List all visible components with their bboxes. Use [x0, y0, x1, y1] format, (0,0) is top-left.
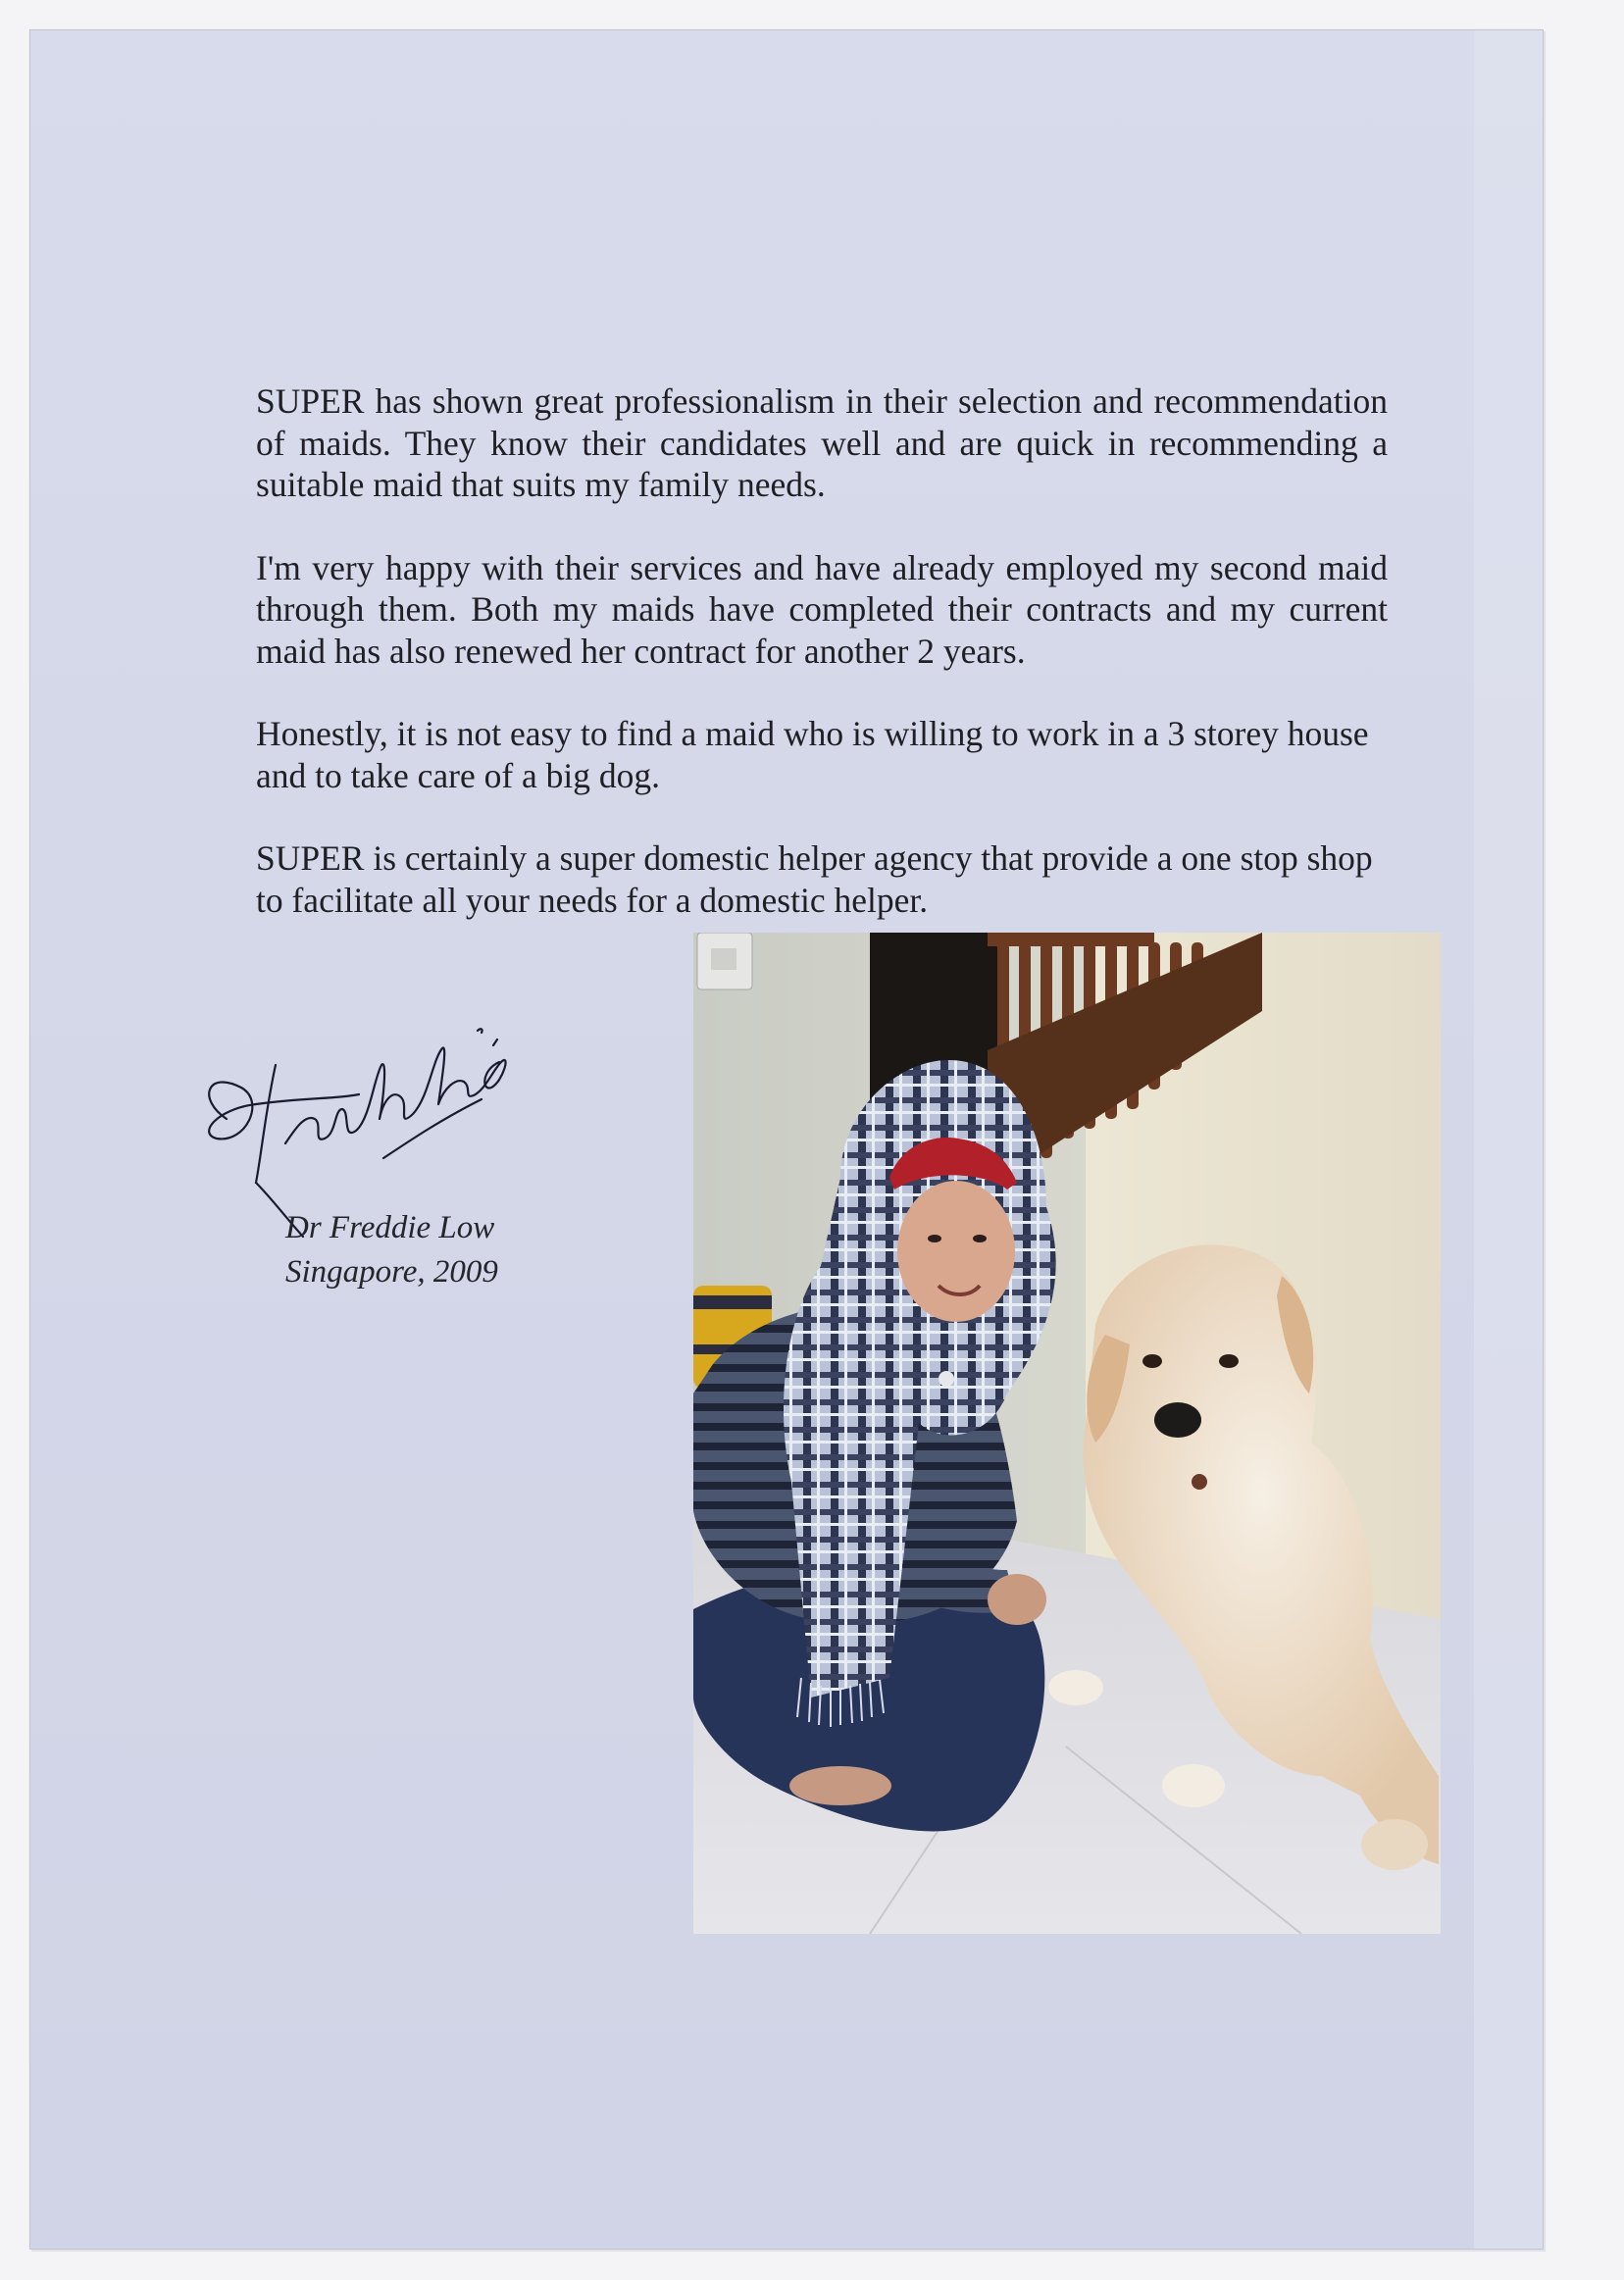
- photograph-image: [693, 933, 1441, 1934]
- paragraph-3: Honestly, it is not easy to find a maid who is willing to work in a 3 storey house and to take care of a big dog.: [256, 714, 1369, 795]
- photo-woman-with-dog: [693, 933, 1441, 1934]
- letter-sheet: [29, 29, 1544, 2250]
- signatory-place-year: Singapore, 2009: [285, 1254, 498, 1290]
- handwritten-signature: [187, 972, 599, 1217]
- letter-body: [256, 380, 1388, 962]
- paragraph-4: SUPER is certainly a super domestic helper agency that provide a one stop shop to facilitate all your needs for a domestic helper.: [256, 838, 1373, 920]
- paragraph-1: SUPER has shown great professionalism in their selection and recommendation of maids. They know their candidates well and are quick in recommending a suitable maid that suits my family needs.: [256, 381, 1388, 504]
- signatory-name: Dr Freddie Low: [285, 1210, 495, 1245]
- paragraph-2: I'm very happy with their services and have already employed my second maid through them. Both my maids have completed their contracts and my current maid has also renewed her contract for another 2 years.: [256, 547, 1388, 671]
- signature-block: [187, 972, 599, 1290]
- paper-edge-band: [1474, 30, 1543, 2249]
